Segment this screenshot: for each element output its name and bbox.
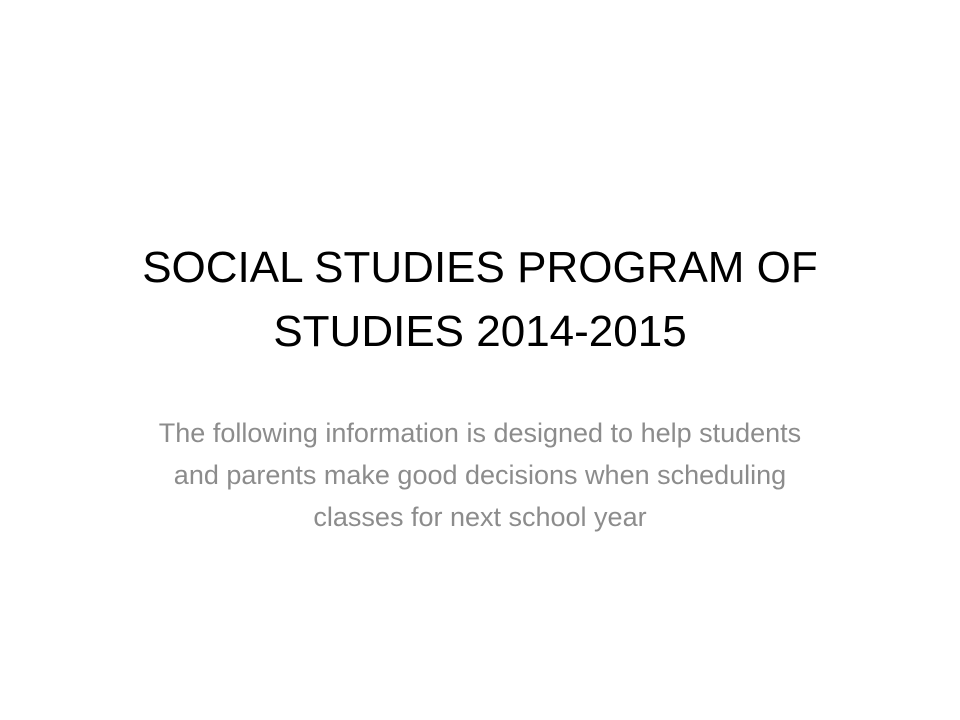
slide-title: SOCIAL STUDIES PROGRAM OF STUDIES 2014-2015 (142, 243, 818, 356)
slide-subtitle: The following information is designed to help students and parents make good decisions when scheduling classes for next school year (158, 418, 802, 532)
